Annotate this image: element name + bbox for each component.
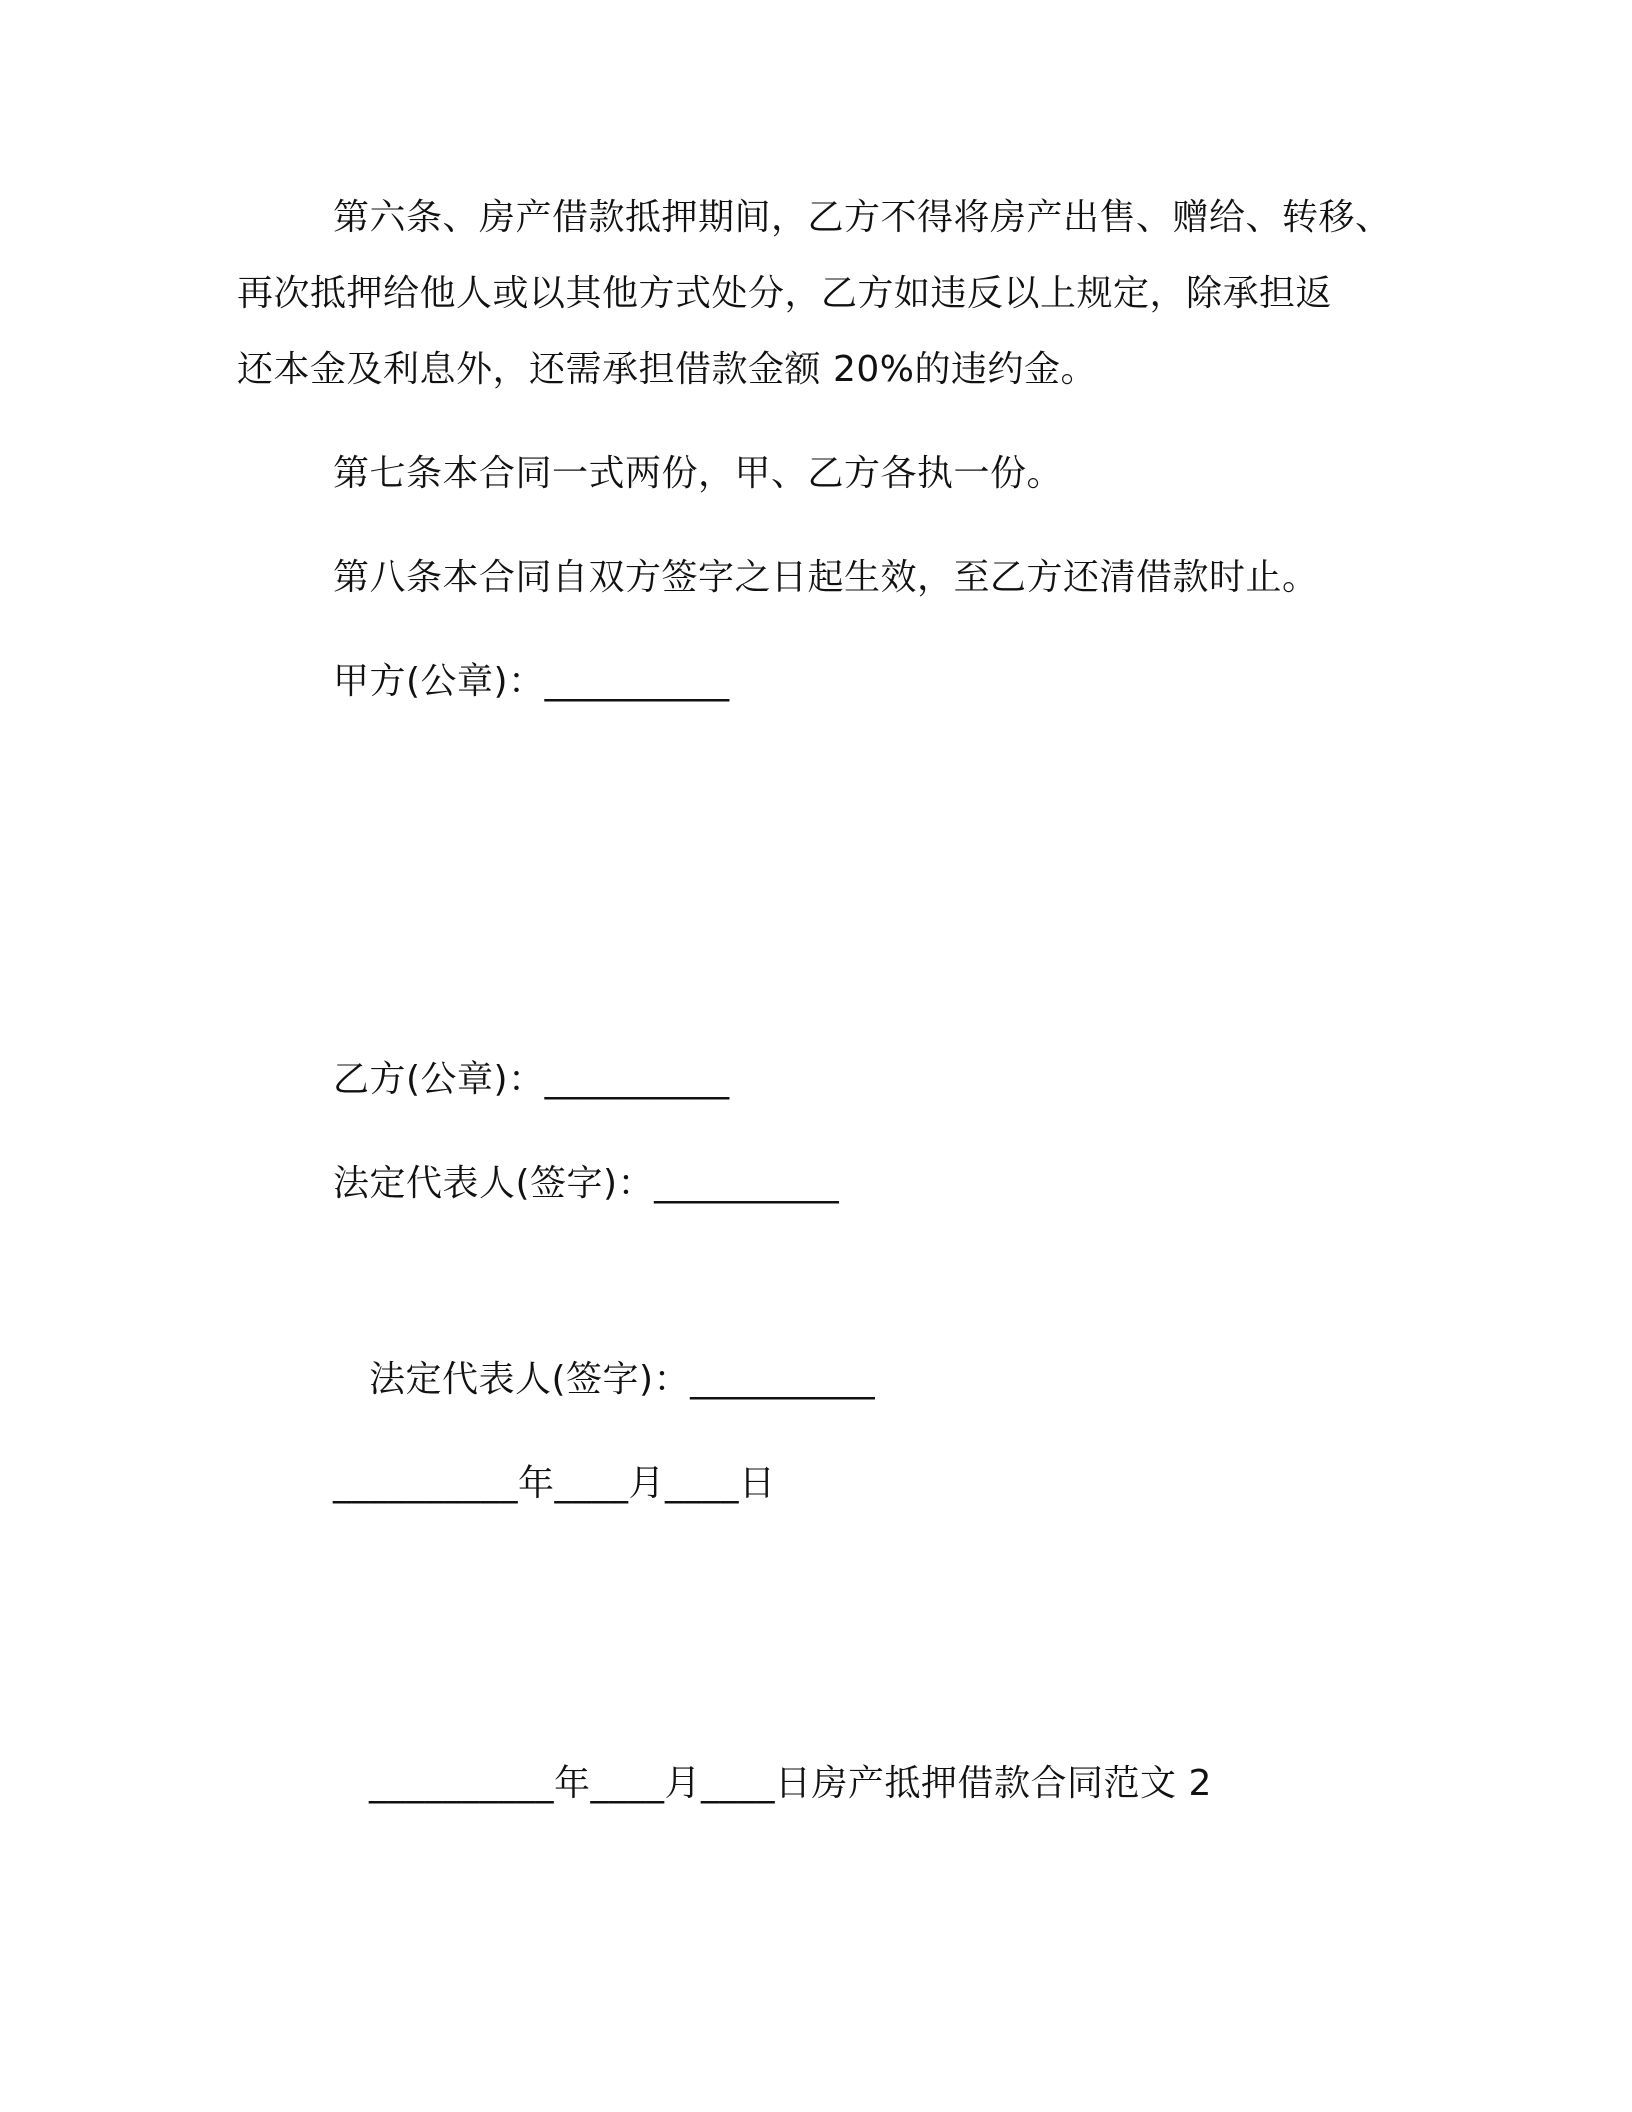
date-line-next-title: __________年____月____日房产抵押借款合同范文 2 [369, 1763, 1212, 1804]
legal-rep-signature-1: 法定代表人(签字)：__________ [333, 1163, 840, 1204]
article7: 第七条本合同一式两份，甲、乙方各执一份。 [333, 453, 1064, 494]
article8: 第八条本合同自双方签字之日起生效，至乙方还清借款时止。 [333, 557, 1319, 598]
article6-line2: 再次抵押给他人或以其他方式处分，乙方如违反以上规定，除承担返 [237, 273, 1333, 314]
party-a-seal: 甲方(公章)：__________ [333, 661, 730, 702]
legal-rep-signature-2: 法定代表人(签字)：__________ [369, 1359, 876, 1400]
date-line: __________年____月____日 [333, 1463, 776, 1504]
article6-line1: 第六条、房产借款抵押期间，乙方不得将房产出售、赠给、转移、 [333, 197, 1392, 238]
party-b-seal: 乙方(公章)：__________ [333, 1059, 730, 1100]
article6-line3: 还本金及利息外，还需承担借款金额 20%的违约金。 [237, 349, 1097, 390]
